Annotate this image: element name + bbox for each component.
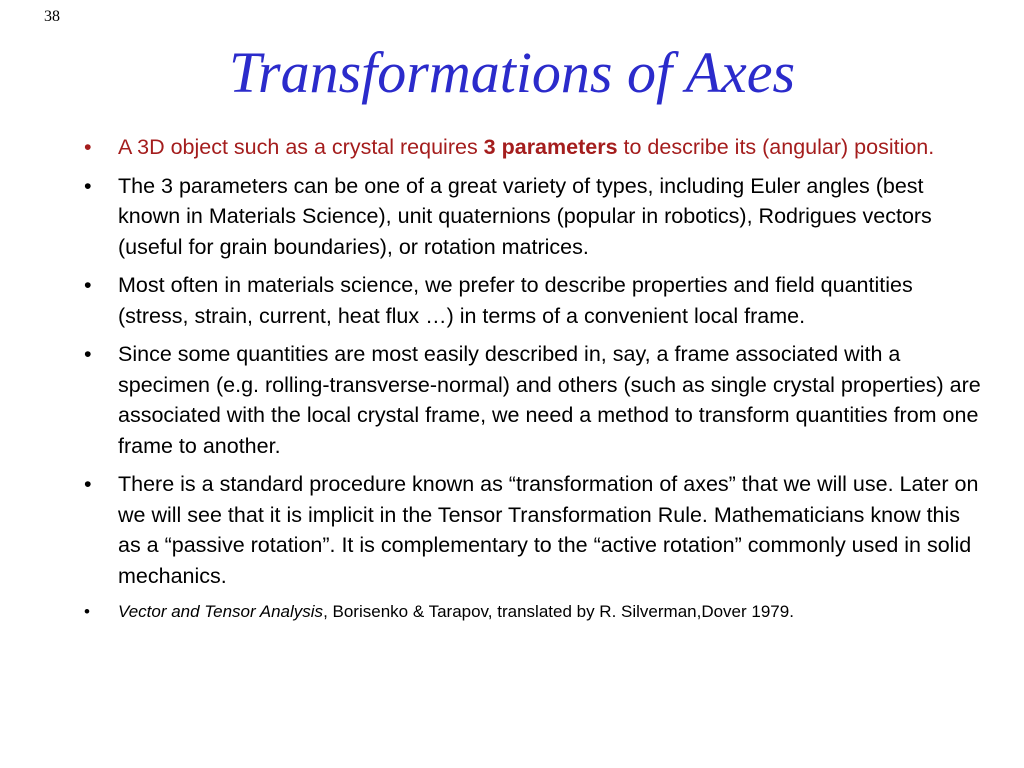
bullet-text: There is a standard procedure known as “transformation of axes” that we will use. Later on we will see that it is implicit in the Tensor Transformation Rule. Mathematicians know this as a “passive rotation”. It is complementary to the “active rotation” commonly used in solid mechanics.	[118, 472, 979, 588]
bullet-marker: •	[84, 135, 92, 159]
bullet-text-pre: A 3D object such as a crystal requires	[118, 135, 484, 159]
bullet-text: Since some quantities are most easily described in, say, a frame associated with a specimen (e.g. rolling-transverse-normal) and others (such as single crystal properties) are associated with the local crystal frame, we need a method to transform quantities from one frame to another.	[118, 342, 981, 458]
bullet-marker: •	[84, 472, 92, 496]
bullet-item-parameters	[84, 132, 984, 163]
slide-title: Transformations of Axes	[228, 40, 796, 105]
reference-title: Vector and Tensor Analysis	[118, 602, 324, 621]
bullet-marker: •	[84, 173, 92, 198]
bullet-text: Most often in materials science, we prefer to describe properties and field quantities (stress, strain, current, heat flux …) in terms of a convenient local frame.	[118, 273, 913, 328]
bullet-item-frame-transform	[84, 339, 984, 461]
bullet-marker: •	[84, 273, 92, 297]
bullet-item-local-frame	[84, 270, 984, 331]
bullet-marker: •	[84, 342, 92, 366]
bullet-text: The 3 parameters can be one of a great variety of types, including Euler angles (best known in Materials Science), unit quaternions (popular in robotics), Rodrigues vectors (useful for grain boundaries), or rotation matrices.	[118, 173, 932, 259]
slide-number: 38	[44, 8, 60, 25]
bullet-item-transformation-of-axes	[84, 469, 984, 591]
bullet-text-post: to describe its (angular) position.	[617, 135, 935, 159]
bullet-text-emphasis: 3 parameters	[483, 135, 618, 159]
reference-details: , Borisenko & Tarapov, translated by R. Silverman,Dover 1979.	[323, 602, 794, 621]
bullet-item-parameter-types	[84, 171, 984, 263]
bullet-marker: •	[84, 602, 90, 621]
bullet-list	[84, 132, 984, 633]
bullet-item-reference	[84, 599, 984, 625]
